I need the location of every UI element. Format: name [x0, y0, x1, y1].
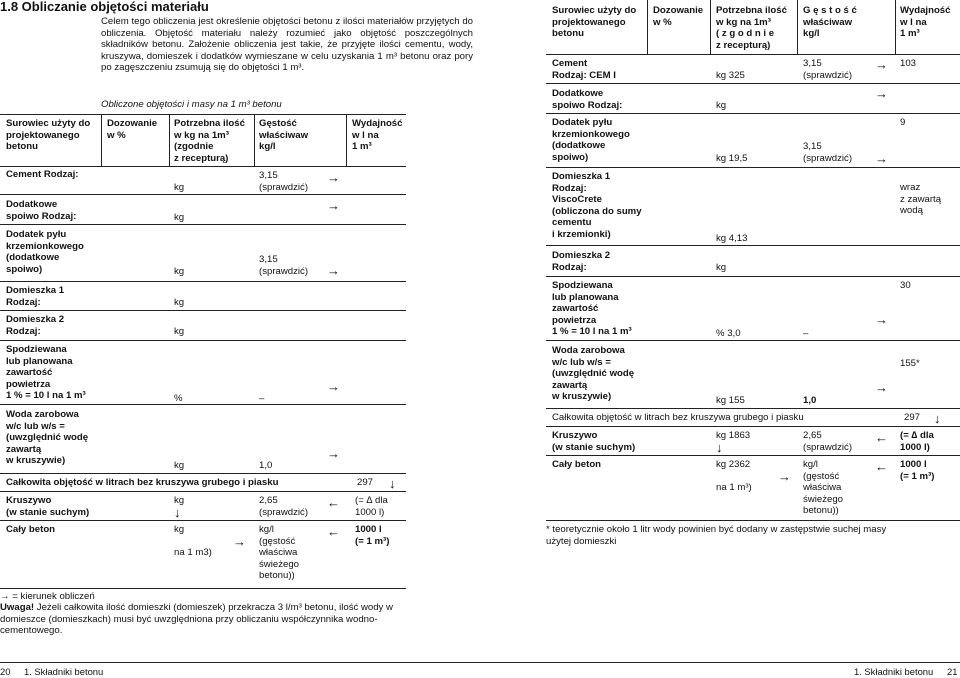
concrete-unit: kg: [174, 524, 185, 535]
row-material: Dodatek pyłu krzemionkowego (dodatkowe spoiwo): [6, 229, 84, 275]
row-material: Dodatkowe spoiwo Rodzaj:: [6, 199, 77, 222]
legend-text: → = kierunek obliczeń: [0, 591, 95, 602]
row-unit: kg: [716, 262, 727, 273]
row-rule: [546, 340, 960, 341]
footnote: * teoretycznie około 1 litr wody powinien być dodany w zastępstwie suchej masy użytej domieszki: [546, 524, 887, 547]
row-unit: kg 155: [716, 395, 745, 406]
arrow-left-icon: ←: [327, 495, 340, 510]
row-density: 3,15 (sprawdzić): [803, 58, 853, 81]
total-value: 297: [357, 477, 374, 488]
row-material: Woda zarobowa w/c lub w/s = (uwzględnić wodę zawartą w kruszywie): [6, 409, 89, 467]
table-header-rule: [546, 54, 960, 55]
warning-note: [0, 602, 415, 637]
page-number-right: 21: [947, 666, 958, 677]
section-title: 1.8 Obliczanie objętości materiału: [0, 0, 209, 14]
aggregate-density: 2,65 (sprawdzić): [259, 495, 309, 518]
footer-rule: [0, 662, 960, 663]
concrete-material: Cały beton: [552, 459, 602, 470]
row-unit: kg 325: [716, 70, 745, 81]
col-divider: [169, 114, 170, 166]
concrete-yield: 1000 l (= 1 m³): [355, 524, 390, 547]
arrow-down-icon: ↓: [174, 505, 181, 520]
row-density: 3,15 (sprawdzić): [259, 254, 309, 277]
arrow-left-icon: ←: [875, 430, 888, 445]
row-density: 3,15 (sprawdzić): [259, 170, 309, 193]
row-rule: [0, 520, 406, 521]
header-yield: Wydajność w l na 1 m³: [352, 118, 403, 153]
row-rule: [546, 455, 960, 456]
footer-left: 1. Składniki betonu: [24, 666, 104, 677]
row-rule: [0, 340, 406, 341]
header-dosage: Dozowanie w %: [653, 5, 704, 28]
warning-text: Jeżeli całkowita ilość domieszki (domieszek) przekracza 3 l/m³ betonu, ilość wody w domieszce (domieszkach) musi być uwzględniona przy obliczaniu współczynnika wodno-cementowego.: [0, 602, 393, 637]
total-label: Całkowita objętość w litrach bez kruszywa grubego i piasku: [6, 477, 279, 488]
arrow-right-icon: →: [327, 446, 340, 461]
row-rule: [0, 194, 406, 195]
arrow-right-icon: →: [327, 170, 340, 185]
row-material: Spodziewana lub planowana zawartość powietrza 1 % = 10 l na 1 m³: [552, 280, 632, 338]
row-material: Domieszka 2 Rodzaj:: [6, 314, 65, 337]
row-material: Domieszka 1 Rodzaj: ViscoCrete (obliczona do sumy cementu i krzemionki): [552, 171, 642, 240]
arrow-right-icon: →: [875, 312, 888, 327]
header-yield: Wydajność w l na 1 m³: [900, 5, 951, 40]
arrow-right-icon: →: [778, 469, 791, 484]
aggregate-yield: (= ∆ dla 1000 l): [355, 495, 388, 518]
row-material: Cement Rodzaj: CEM I: [552, 58, 616, 81]
arrow-right-icon: →: [327, 379, 340, 394]
col-divider: [254, 114, 255, 166]
row-yield: 155*: [900, 358, 920, 369]
aggregate-unit: kg 1863: [716, 430, 751, 441]
arrow-left-icon: ←: [327, 524, 340, 539]
arrow-right-icon: →: [327, 263, 340, 278]
row-rule: [0, 473, 406, 474]
row-yield: 9: [900, 117, 906, 128]
row-unit: kg: [174, 182, 185, 193]
header-dosage: Dozowanie w %: [107, 118, 158, 141]
row-density: –: [803, 328, 809, 339]
footer-right: 1. Składniki betonu: [854, 666, 934, 677]
row-material: Cement Rodzaj:: [6, 169, 79, 180]
aggregate-density: 2,65 (sprawdzić): [803, 430, 853, 453]
row-material: Dodatek pyłu krzemionkowego (dodatkowe spoiwo): [552, 117, 630, 163]
row-rule: [546, 113, 960, 114]
arrow-right-icon: →: [875, 151, 888, 166]
row-rule: [0, 281, 406, 282]
row-yield: 103: [900, 58, 917, 69]
row-material: Domieszka 1 Rodzaj:: [6, 285, 65, 308]
row-unit: %: [174, 393, 183, 404]
arrow-right-icon: →: [875, 380, 888, 395]
header-material: Surowiec użyty do projektowanego betonu: [6, 118, 91, 153]
total-value: 297: [904, 412, 921, 423]
total-label: Całkowita objętość w litrach bez kruszywa grubego i piasku: [552, 412, 804, 423]
col-divider: [647, 0, 648, 54]
row-rule: [546, 408, 960, 409]
table-bottom-rule: [546, 520, 960, 521]
col-divider: [797, 0, 798, 54]
arrow-down-icon: ↓: [716, 440, 723, 455]
concrete-density: kg/l (gęstość właściwa świeżego betonu)): [259, 524, 299, 582]
row-density: 1,0: [259, 460, 273, 471]
aggregate-unit: kg: [174, 495, 185, 506]
row-rule: [0, 491, 406, 492]
concrete-density: kg/l (gęstość właściwa świeżego betonu)): [803, 459, 843, 517]
row-density: –: [259, 393, 265, 404]
row-rule: [546, 276, 960, 277]
row-unit: kg: [174, 326, 185, 337]
row-yield: wraz z zawartą wodą: [900, 182, 942, 217]
arrow-left-icon: ←: [875, 459, 888, 474]
row-rule: [546, 426, 960, 427]
concrete-unit-sub: na 1 m3): [174, 547, 212, 558]
row-density: 3,15 (sprawdzić): [803, 141, 853, 164]
table-caption: Obliczone objętości i masy na 1 m³ betonu: [101, 99, 282, 110]
row-rule: [546, 167, 960, 168]
row-material: Woda zarobowa w/c lub w/s = (uwzględnić wodę zawartą w kruszywie): [552, 345, 635, 403]
intro-text: Celem tego obliczenia jest określenie objętości betonu z ilości materiałów przyjętych do obliczenia. Objętość materiału należy rozumieć jako objętość poszczególnych składników betonu. Założenie obliczenia jest takie, że przyjęte ilości cementu, wody, kruszywa, domieszek i dodatków wymieszane w celu uzyskania 1 m³ betonu oraz pory po zagęszczeniu zsumują się do objętości 1 m³.: [101, 16, 473, 74]
header-density: G ę s t o ś ć właściwaw kg/l: [803, 5, 857, 40]
aggregate-material: Kruszywo (w stanie suchym): [552, 430, 636, 453]
concrete-material: Cały beton: [6, 524, 56, 535]
warning-label: Uwaga!: [0, 602, 35, 613]
row-unit: % 3,0: [716, 328, 741, 339]
row-rule: [0, 310, 406, 311]
header-quantity: Potrzebna ilość w kg na 1m³ ( z g o d n i e z recepturą): [716, 5, 787, 51]
concrete-unit: kg 2362: [716, 459, 751, 470]
arrow-right-icon: →: [875, 57, 888, 72]
arrow-right-icon: →: [875, 86, 888, 101]
row-unit: kg: [174, 460, 185, 471]
row-material: Domieszka 2 Rodzaj:: [552, 250, 611, 273]
table-bottom-rule: [0, 588, 406, 589]
row-unit: kg: [174, 297, 185, 308]
row-rule: [546, 245, 960, 246]
row-yield: 30: [900, 280, 911, 291]
header-quantity: Potrzebna ilość w kg na 1m³ (zgodnie z recepturą): [174, 118, 245, 164]
aggregate-yield: (= ∆ dla 1000 l): [900, 430, 934, 453]
header-density: Gęstość właściwaw kg/l: [259, 118, 309, 153]
arrow-down-icon: ↓: [934, 411, 941, 426]
page-number-left: 20: [0, 666, 11, 677]
col-divider: [346, 114, 347, 166]
col-divider: [895, 0, 896, 54]
row-rule: [0, 404, 406, 405]
row-material: Spodziewana lub planowana zawartość powietrza 1 % = 10 l na 1 m³: [6, 344, 86, 402]
arrow-right-icon: →: [327, 198, 340, 213]
col-divider: [710, 0, 711, 54]
row-unit: kg 4,13: [716, 233, 748, 244]
col-divider: [101, 114, 102, 166]
row-unit: kg: [716, 100, 727, 111]
arrow-right-icon: →: [233, 534, 246, 549]
header-material: Surowiec użyty do projektowanego betonu: [552, 5, 637, 40]
row-material: Dodatkowe spoiwo Rodzaj:: [552, 88, 623, 111]
concrete-unit-sub: na 1 m³): [716, 482, 752, 493]
arrow-down-icon: ↓: [389, 476, 396, 491]
aggregate-material: Kruszywo (w stanie suchym): [6, 495, 90, 518]
row-density: 1,0: [803, 395, 817, 406]
row-rule: [0, 224, 406, 225]
row-unit: kg 19,5: [716, 153, 748, 164]
row-unit: kg: [174, 266, 185, 277]
row-unit: kg: [174, 212, 185, 223]
row-rule: [546, 83, 960, 84]
concrete-yield: 1000 l (= 1 m³): [900, 459, 935, 482]
table-header-rule: [0, 166, 406, 167]
